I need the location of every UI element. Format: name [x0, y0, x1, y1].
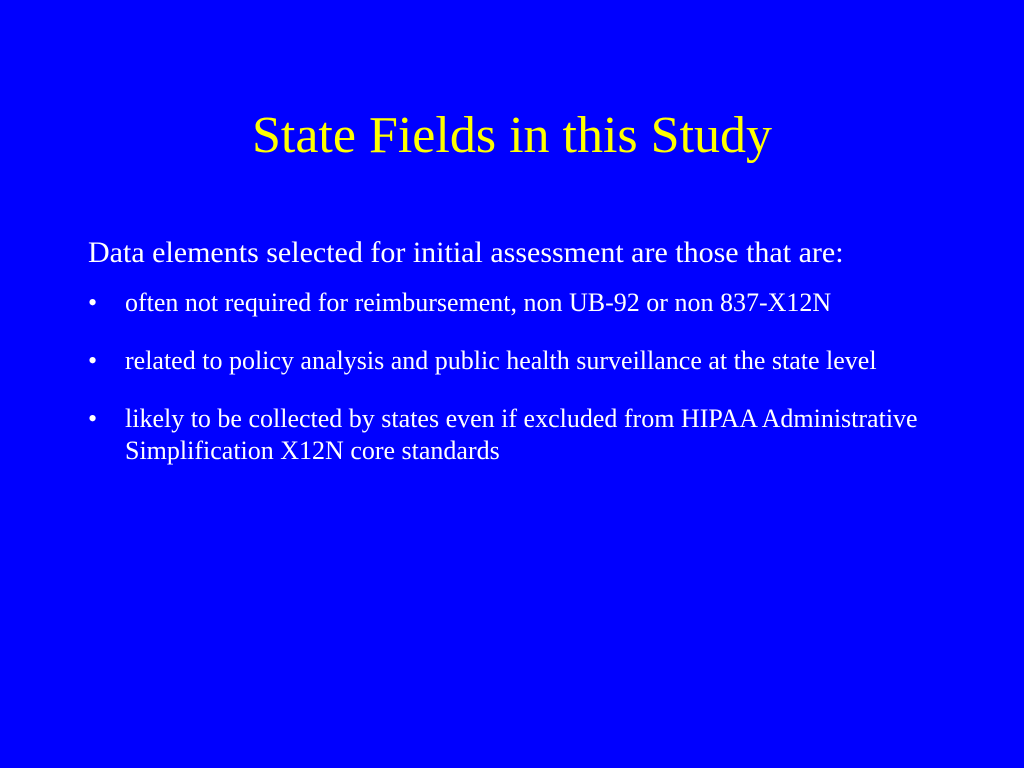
bullet-item — [88, 287, 948, 319]
bullet-marker-icon: • — [88, 288, 98, 317]
bullet-list — [88, 287, 948, 467]
bullet-item — [88, 403, 948, 467]
bullet-marker-icon: • — [88, 346, 98, 375]
slide-title: State Fields in this Study — [251, 107, 773, 164]
intro-text: Data elements selected for initial assessment are those that are: — [88, 236, 844, 269]
bullet-text: often not required for reimbursement, non UB-92 or non 837-X12N — [125, 288, 832, 317]
bullet-text: likely to be collected by states even if excluded from HIPAA Administrative Simplification X12N core standards — [125, 404, 918, 465]
bullet-item — [88, 345, 948, 377]
bullet-text: related to policy analysis and public health surveillance at the state level — [125, 346, 877, 375]
bullet-marker-icon: • — [88, 404, 98, 433]
slide-content — [88, 234, 948, 467]
